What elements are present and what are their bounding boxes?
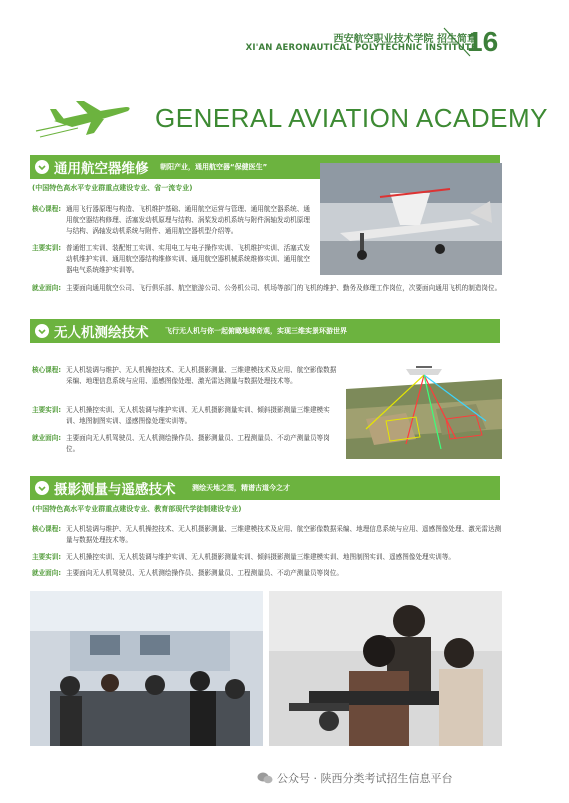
header-school-name-cn: 西安航空职业技术学院 招生简章 <box>333 34 477 45</box>
row-label: 主要实训: <box>32 553 62 561</box>
section-3-core-courses <box>32 524 504 548</box>
chevron-down-icon <box>35 481 49 495</box>
row-text: 无人机操控实训、无人机装调与维护实训、无人机摄影测量实训、倾斜摄影测量三维建模实训、地图制图实训、遥感图像处理实训等。 <box>66 406 330 425</box>
section-2-title: 无人机测绘技术 <box>54 325 149 341</box>
section-3-title-bar <box>30 476 500 500</box>
section-1-subtitle: 朝阳产业，通用航空器“保健医生” <box>160 163 268 171</box>
row-text: 无人机操控实训、无人机装调与维护实训、无人机摄影测量实训、倾斜摄影测量三维建模实训、地图制图实训、遥感图像处理实训等。 <box>66 553 456 561</box>
row-text: 通用飞行器原理与构造、飞机维护基础、通用航空运营与管理、通用航空器系统、通用航空器结构修理、活塞发动机原理与结构、涡桨发动机系统与附件涡轴发动机原理与结构、涡轴发动机系统与附件、通用航空器机型介绍等。 <box>66 205 310 235</box>
row-label: 核心课程: <box>32 525 62 533</box>
section-2-title-bar <box>30 319 500 343</box>
row-label: 核心课程: <box>32 366 62 374</box>
aircraft-hangar-photo <box>320 163 502 275</box>
row-text: 主要面向无人机驾驶员、无人机测绘操作员、摄影测量员、工程测量员、不动产测量员等岗位。 <box>66 569 343 577</box>
section-1-main-training <box>32 243 314 279</box>
row-label: 就业面向: <box>32 569 62 577</box>
drone-mapping-illustration <box>346 349 502 459</box>
section-3-title: 摄影测量与遥感技术 <box>54 482 176 498</box>
row-label: 就业面向: <box>32 434 62 442</box>
row-label: 主要实训: <box>32 244 62 252</box>
section-2-employment <box>32 433 342 457</box>
row-text: 主要面向通用航空公司、飞行俱乐部、航空旅游公司、公务机公司、机场等部门的飞机的维护、勤务及修理工作岗位，次要面向通用飞机的制造岗位。 <box>66 284 502 292</box>
footer-watermark: 公众号 · 陕西分类考试招生信息平台 <box>277 772 453 785</box>
airplane-icon <box>34 97 134 143</box>
row-text: 普通钳工实训、装配钳工实训、实用电工与电子操作实训、飞机维护实训、活塞式发动机维护实训、通用航空器结构维修实训、通用航空器机械系统维修实训、通用航空器电气系统维护实训等。 <box>66 244 310 274</box>
chevron-down-icon <box>35 324 49 338</box>
wechat-icon <box>257 771 273 785</box>
row-label: 核心课程: <box>32 205 62 213</box>
row-label: 主要实训: <box>32 406 62 414</box>
row-text: 主要面向无人机驾驶员、无人机测绘操作员、摄影测量员、工程测量员、不动产测量员等岗位。 <box>66 434 330 453</box>
section-2-subtitle: 飞行无人机与你一起俯瞰地球奇观，实现三维实景环游世界 <box>165 327 347 335</box>
section-3-employment <box>32 568 504 580</box>
classroom-students-photo <box>30 591 263 746</box>
section-1-title: 通用航空器维修 <box>54 161 149 177</box>
section-2-core-courses <box>32 365 342 401</box>
section-3-main-training <box>32 552 504 564</box>
section-3-note: (中国特色高水平专业群重点建设专业、教育部现代学徒制建设专业) <box>32 505 242 513</box>
row-text: 无人机装调与维护、无人机操控技术、无人机摄影测量、三维建模技术及应用、航空影像数据采编、地理信息系统与应用、遥感图像处理、激光雷达测量与数据处理技术等。 <box>66 525 502 544</box>
header-school-name-en: XI'AN AERONAUTICAL POLYTECHNIC INSTITUTE <box>245 43 477 53</box>
students-assembling-drone-photo <box>269 591 502 746</box>
section-1-core-courses <box>32 204 314 240</box>
section-2-main-training <box>32 405 342 429</box>
section-1-note: (中国特色高水平专业群重点建设专业、省一流专业) <box>32 184 193 192</box>
page-number: 16 <box>467 26 499 57</box>
row-text: 无人机装调与维护、无人机操控技术、无人机摄影测量、三维建模技术及应用、航空影像数据采编、地理信息系统与应用、遥感图像处理、激光雷达测量与数据处理技术等。 <box>66 366 337 385</box>
chevron-down-icon <box>35 160 49 174</box>
academy-title: GENERAL AVIATION ACADEMY <box>155 103 548 133</box>
row-label: 就业面向: <box>32 284 62 292</box>
section-1-employment <box>32 283 504 307</box>
section-3-subtitle: 测绘天地之图，精谱古道今之才 <box>192 484 290 492</box>
